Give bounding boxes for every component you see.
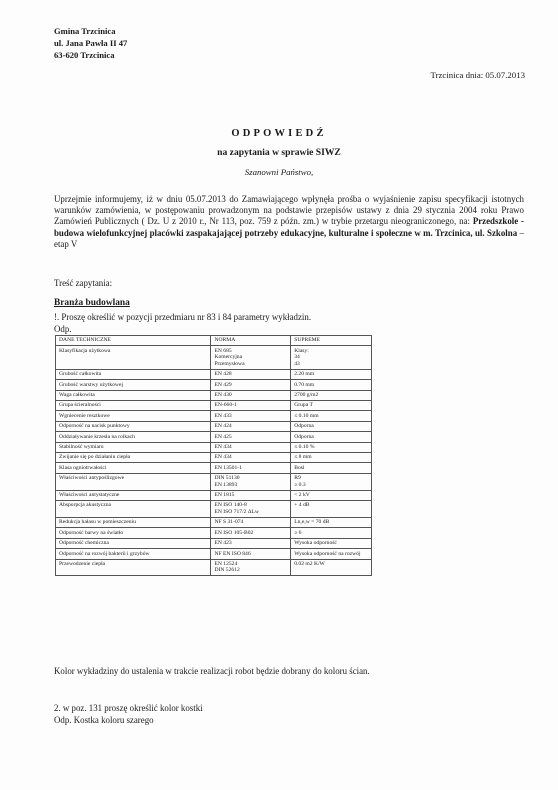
table-header: DANE TECHNICZNE [56,336,211,346]
table-row [56,452,372,462]
document-date: Trzcinica dnia: 05.07.2013 [430,70,525,80]
spec-value-cell [291,538,372,548]
answer-2: Odp. Kostka koloru szarego [54,715,154,725]
spec-value-cell [291,390,372,400]
sender-name: Gmina Trzcinica [54,26,116,36]
spec-name-cell [56,390,211,400]
cell-text: EN 1815 [214,492,235,499]
spec-norm-cell [211,452,291,462]
cell-text: ≥ 0.3 [294,481,306,488]
table-row [56,518,372,528]
cell-text: Klasy: [294,347,309,354]
cell-text: EN 428 [214,371,232,378]
cell-text: Grubość całkowita [59,371,102,378]
cell-text: EN ISO 105-B02 [214,529,254,536]
table-row [56,559,372,576]
table-row [56,473,372,490]
spec-value-cell [291,490,372,500]
table-row [56,369,372,379]
table-header-row [56,336,372,346]
spec-value-cell [291,463,372,473]
spec-value-cell [291,346,372,370]
spec-name-cell [56,369,211,379]
table-header: NORMA [211,336,291,346]
intro-paragraph [54,194,524,250]
cell-text: Grupa ścieralności [59,402,101,409]
spec-value-cell [291,380,372,390]
cell-text: Stabilność wymiaru [59,443,104,450]
spec-name-cell [56,463,211,473]
cell-text: Klasa ogniotrwałości [59,464,107,471]
spec-value-cell [291,369,372,379]
spec-norm-cell [211,549,291,559]
spec-norm-cell [211,442,291,452]
spec-value-cell [291,411,372,421]
cell-text: Zwijanie się po działaniu ciepła [59,454,131,461]
spec-norm-cell [211,559,291,576]
cell-text: Odporność na nacisk punktowy [59,423,130,430]
spec-norm-cell [211,528,291,538]
table-row [56,432,372,442]
cell-text: Bosl [294,464,305,471]
cell-text: EN 430 [214,392,232,399]
cell-text: EN 12524 [214,560,238,567]
document-title: ODPOWIEDŹ [231,128,327,139]
spec-norm-cell [211,501,291,518]
spec-norm-cell [211,421,291,431]
cell-text: ≤ 8 mm [294,454,312,461]
spec-value-cell [291,421,372,431]
spec-name-cell [56,518,211,528]
spec-norm-cell [211,518,291,528]
spec-name-cell [56,549,211,559]
project-name: Przedszkole - budowa wielofunkcyjnej placówki zaspakajającej potrzeby edukacyjne, kulturalne i społeczne w m. Trzcinica, ul. Szkolna [54,216,524,238]
cell-text: 43 [294,360,300,367]
cell-text: 2700 g/m2 [294,392,319,399]
answer-label: Odp. [54,324,72,334]
spec-value-cell [291,528,372,538]
cell-text: Absporpcja akustyczna [59,502,112,509]
cell-text: ≤ 0.10 mm [294,412,319,419]
spec-norm-cell [211,369,291,379]
spec-value-cell [291,549,372,559]
spec-value-cell [291,432,372,442]
cell-text: + 4 dB [294,502,310,509]
cell-text: DIN 52612 [214,567,240,574]
spec-norm-cell [211,380,291,390]
sender-address [54,25,127,61]
cell-text: Waga całkowita [59,392,95,399]
cell-text: Grubość warstwy użytkowej [59,381,124,388]
spec-name-cell [56,432,211,442]
cell-text: NF S 31-074 [214,519,244,526]
cell-text: EN 425 [214,433,232,440]
cell-text: Odporność barwy na światło [59,529,124,536]
cell-text: Oddziaływanie krzesła na rolkach [59,433,135,440]
spec-norm-cell [211,490,291,500]
spec-value-cell [291,442,372,452]
table-row [56,490,372,500]
spec-name-cell [56,538,211,548]
table-row [56,401,372,411]
spec-value-cell [291,473,372,490]
spec-name-cell [56,421,211,431]
cell-text: < 2 kV [294,492,310,499]
cell-text: 0.02 m2 K/W [294,560,325,567]
spec-norm-cell [211,401,291,411]
cell-text: Przemysłowa [214,360,245,367]
table-row [56,411,372,421]
spec-name-cell [56,380,211,390]
cell-text: 0.70 mm [294,381,315,388]
cell-text: EN ISO 717/2 ΔLw [214,509,259,516]
spec-value-cell [291,559,372,576]
spec-norm-cell [211,390,291,400]
spec-value-cell [291,401,372,411]
cell-text: Właściwości antystatyczne [59,492,120,499]
spec-name-cell [56,346,211,370]
sender-city: 63-620 Trzcinica [54,50,115,60]
color-note: Kolor wykładziny do ustalenia w trakcie realizacji robot będzie dobrany do koloru ścian. [54,666,370,676]
cell-text: EN 685 [214,347,232,354]
spec-name-cell [56,528,211,538]
table-header: SUPREME [291,336,372,346]
cell-text: Ln,e,w = 70 dB [294,519,330,526]
content-label: Treść zapytania: [54,278,113,288]
spec-norm-cell [211,346,291,370]
cell-text: Wgniecenie resztkowe [59,412,110,419]
table-row [56,549,372,559]
cell-text: ≤ 0.10 % [294,443,315,450]
cell-text: R9 [294,475,301,482]
question-2: 2. w poz. 131 proszę określić kolor kostki [54,703,203,713]
cell-text: 34 [294,354,300,361]
cell-text: Odporna [294,433,314,440]
spec-norm-cell [211,538,291,548]
cell-text: EN 433 [214,412,232,419]
cell-text: Przewodzenie ciepła [59,560,106,567]
spec-norm-cell [211,411,291,421]
spec-norm-cell [211,432,291,442]
cell-text: EN 434 [214,443,232,450]
cell-text: Odporność na rozwój bakterii i grzybów [59,550,150,557]
spec-norm-cell [211,473,291,490]
cell-text: DIN 51130 [214,475,240,482]
table-row [56,538,372,548]
cell-text: Grupa T [294,402,313,409]
cell-text: Odporność chemiczna [59,540,109,547]
spec-value-cell [291,501,372,518]
cell-text: Komercyjna [214,354,243,361]
cell-text: Klasyfikacja użytkowa [59,347,111,354]
table-row [56,346,372,370]
spec-name-cell [56,473,211,490]
cell-text: EN 423 [214,540,232,547]
intro-tail: – etap V [54,227,525,249]
cell-text: Redukcja hałasu w pomieszczeniu [59,519,136,526]
cell-text: Wysoka odporność [294,540,337,547]
cell-text: ≥ 6 [294,529,302,536]
cell-text: EN 424 [214,423,232,430]
table-row [56,528,372,538]
spec-name-cell [56,411,211,421]
cell-text: EN 434 [214,454,232,461]
cell-text: Wysoka odporność na rozwój [294,550,361,557]
spec-name-cell [56,442,211,452]
spec-name-cell [56,452,211,462]
cell-text: NF EN ISO 846 [214,550,251,557]
cell-text: EN-660-1 [214,402,237,409]
cell-text: EN ISO 140-8 [214,502,247,509]
table-row [56,501,372,518]
cell-text: Właściwości antypoślizgowe [59,475,125,482]
sender-street: ul. Jana Pawła II 47 [54,38,128,48]
intro-text: Uprzejmie informujemy, iż w dniu 05.07.2013 do Zamawiającego wpłynęła prośba o wyjaśnienie zapisu specyfikacji istotnych warunków zamówienia, w postępowaniu prowadzonym na podstawie przepisów ustawy z dnia 29 stycznia 2004 roku Prawo Zamówień Publicznych ( Dz. U z 2010 r., Nr 113, poz. 759 z późn. zm.) w trybie przetargu nieograniczonego, na: [54,194,524,227]
spec-norm-cell [211,463,291,473]
table-row [56,442,372,452]
spec-name-cell [56,401,211,411]
cell-text: Odporna [294,423,314,430]
spec-table [55,335,372,576]
spec-name-cell [56,490,211,500]
table-row [56,380,372,390]
spec-value-cell [291,518,372,528]
cell-text: EN 429 [214,381,232,388]
table-row [56,463,372,473]
cell-text: EN 13893 [214,481,238,488]
spec-name-cell [56,559,211,576]
question-1: !. Proszę określić w pozycji przedmiaru nr 83 i 84 parametry wykładzin. [54,312,312,322]
spec-name-cell [56,501,211,518]
cell-text: EN 13501-1 [214,464,242,471]
table-row [56,390,372,400]
table-body [56,346,372,576]
table-row [56,421,372,431]
document-subtitle: na zapytania w sprawie SIWZ [217,147,341,158]
greeting: Szanowni Państwo, [244,167,314,177]
cell-text: 2.20 mm [294,371,315,378]
spec-value-cell [291,452,372,462]
section-title: Branża budowlana [54,298,130,308]
